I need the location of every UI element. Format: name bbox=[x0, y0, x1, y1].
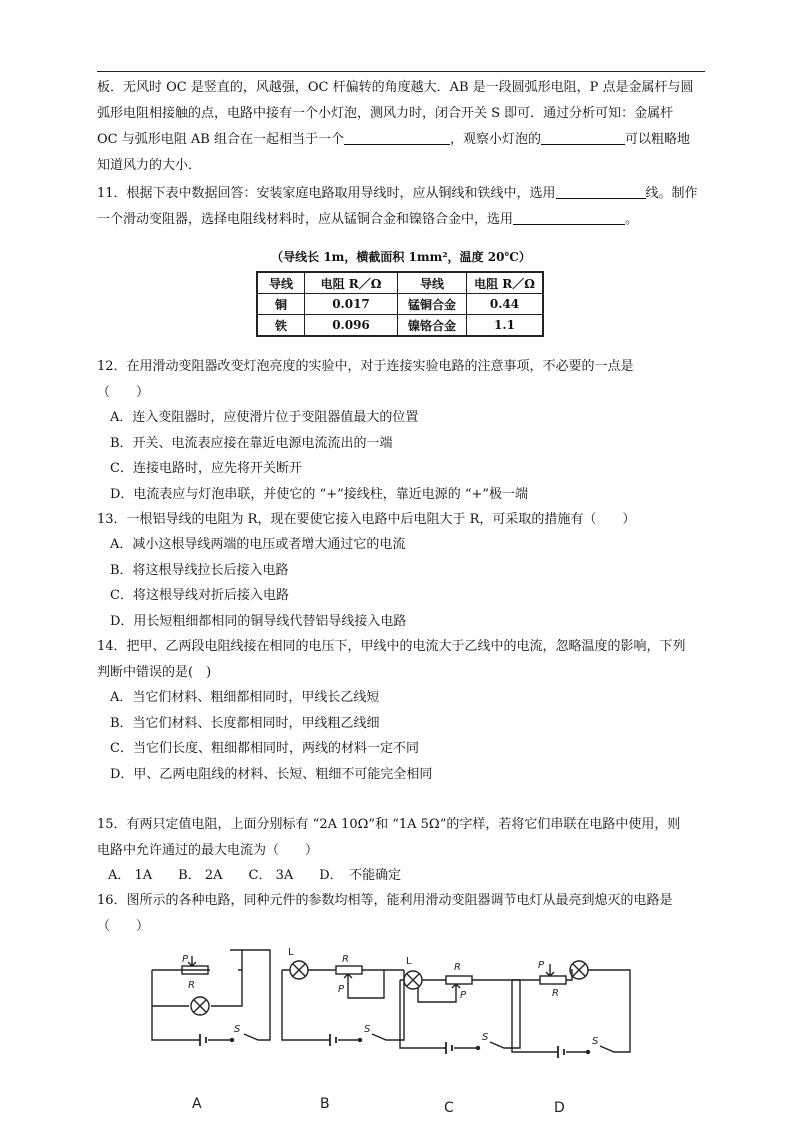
q11-line-2 bbox=[97, 210, 709, 230]
table-cell: 0.096 bbox=[305, 315, 398, 337]
circuit-d[interactable] bbox=[512, 960, 630, 1116]
label-s: S bbox=[482, 1032, 489, 1043]
battery-icon bbox=[446, 1042, 452, 1054]
q13-stem: 13．一根铝导线的电阻为 R，现在要使它接入电路中后电阻大于 R，可采取的措施有（ ） bbox=[97, 512, 636, 527]
q13-option-c[interactable]: C．将这根导线对折后接入电路 bbox=[110, 588, 289, 603]
switch-pivot-icon bbox=[477, 1047, 480, 1050]
label-r: R bbox=[454, 962, 461, 973]
header-rule bbox=[97, 71, 705, 72]
label-r: R bbox=[552, 988, 559, 999]
table-cell: 铜 bbox=[257, 294, 305, 315]
label-r: R bbox=[342, 954, 349, 965]
q15-stem-1: 15．有两只定值电阻，上面分别标有 “2A 10Ω”和 “1A 5Ω”的字样，若将它们串联在电路中使用，则 bbox=[97, 817, 681, 832]
circuit-label-d: D bbox=[554, 1100, 565, 1116]
q14-option-b[interactable]: B．当它们材料、长度都相同时，甲线粗乙线细 bbox=[110, 716, 380, 731]
battery-icon bbox=[558, 1046, 564, 1058]
label-l: L bbox=[406, 956, 412, 967]
q11-text-2: 线。制作 bbox=[645, 186, 698, 201]
q11-text-4: 。 bbox=[625, 212, 639, 227]
label-r: R bbox=[188, 980, 195, 991]
switch-pivot-icon bbox=[587, 1051, 590, 1054]
rheostat-icon bbox=[540, 976, 566, 984]
lamp-cross-icon bbox=[573, 964, 585, 976]
q11-text-1: 11．根据下表中数据回答：安装家庭电路取用导线时，应从铜线和铁线中，选用 bbox=[97, 186, 556, 201]
table-cell: 0.44 bbox=[467, 294, 544, 315]
lamp-cross-icon bbox=[194, 1000, 206, 1012]
table-caption: （导线长 1m，横截面积 1mm²，温度 20℃） bbox=[271, 250, 531, 264]
q12-option-b[interactable]: B．开关、电流表应接在靠近电源电流流出的一端 bbox=[110, 436, 393, 451]
table-cell: 镍铬合金 bbox=[398, 315, 467, 337]
lamp-cross-icon bbox=[407, 974, 419, 986]
table-cell: 锰铜合金 bbox=[398, 294, 467, 315]
q12-option-a[interactable]: A．连入变阻器时，应使滑片位于变阻器值最大的位置 bbox=[110, 410, 419, 425]
table-header-cell: 电阻 R／Ω bbox=[467, 272, 544, 294]
intro-line-1: 板．无风时 OC 是竖直的，风越强，OC 杆偏转的角度越大．AB 是一段圆弧形电阻，P 点是金属杆与圆 bbox=[97, 80, 694, 95]
table-row bbox=[257, 315, 543, 337]
switch-pivot-icon bbox=[359, 1039, 362, 1042]
blank-1[interactable] bbox=[344, 130, 450, 145]
circuit-diagrams bbox=[130, 940, 690, 1120]
label-s: S bbox=[592, 1036, 599, 1047]
circuit-label-b: B bbox=[320, 1096, 330, 1112]
slider-arrow-icon bbox=[546, 964, 554, 976]
label-p: P bbox=[182, 954, 189, 965]
label-l: L bbox=[288, 947, 294, 958]
slider-arrow-icon bbox=[188, 956, 196, 966]
q14-stem-1: 14．把甲、乙两段电阻线接在相同的电压下，甲线中的电流大于乙线中的电流，忽略温度的影响，下列 bbox=[97, 639, 686, 654]
intro-line-3c: 可以粗略地 bbox=[624, 132, 690, 147]
q16-stem-2: （ ） bbox=[97, 919, 150, 934]
intro-line-4: 知道风力的大小． bbox=[97, 158, 202, 173]
table-cell: 1.1 bbox=[467, 315, 544, 337]
circuit-label-a: A bbox=[192, 1096, 202, 1112]
q16-stem-1: 16．图所示的各种电路，同种元件的参数均相等，能利用滑动变阻器调节电灯从最亮到熄灭的电路是 bbox=[97, 893, 673, 908]
q11-blank-2[interactable] bbox=[513, 210, 625, 225]
q13-option-b[interactable]: B．将这根导线拉长后接入电路 bbox=[110, 563, 289, 578]
circuit-b-loop-wire bbox=[282, 970, 404, 1040]
table-cell: 0.017 bbox=[305, 294, 398, 315]
intro-line-3 bbox=[97, 130, 709, 150]
circuit-a-top-wire bbox=[152, 950, 242, 970]
circuit-a-loop-wire bbox=[152, 950, 270, 1040]
intro-line-3a: OC 与弧形电阻 AB 组合在一起相当于一个 bbox=[97, 132, 344, 147]
q12-stem-2: （ ） bbox=[97, 385, 150, 400]
switch-pivot-icon bbox=[231, 1039, 234, 1042]
table-row bbox=[257, 294, 543, 315]
circuit-c[interactable] bbox=[400, 956, 520, 1116]
rheostat-icon bbox=[446, 976, 472, 984]
q14-stem-2: 判断中错误的是( ) bbox=[97, 665, 212, 680]
table-header-cell: 电阻 R／Ω bbox=[305, 272, 398, 294]
circuit-b[interactable] bbox=[282, 947, 404, 1112]
circuit-a[interactable] bbox=[152, 950, 270, 1112]
q15-options[interactable]: A． 1A B． 2A C． 3A D． 不能确定 bbox=[108, 868, 402, 883]
label-s: S bbox=[234, 1024, 241, 1035]
blank-2[interactable] bbox=[541, 130, 625, 145]
circuit-label-c: C bbox=[444, 1100, 454, 1116]
label-s: S bbox=[364, 1024, 371, 1035]
table-header-cell: 导线 bbox=[257, 272, 305, 294]
label-p: P bbox=[460, 990, 467, 1001]
rheostat-icon bbox=[336, 966, 362, 974]
battery-icon bbox=[330, 1034, 336, 1046]
intro-line-2: 弧形电阻相接触的点，电路中接有一个小灯泡，测风力时，闭合开关 S 即可．通过分析可知：金属杆 bbox=[97, 106, 674, 121]
q15-stem-2: 电路中允许通过的最大电流为（ ） bbox=[97, 843, 319, 858]
q13-option-d[interactable]: D．用长短粗细都相同的铜导线代替铝导线接入电路 bbox=[110, 614, 407, 629]
circuit-d-top-wire bbox=[512, 970, 572, 980]
table-cell: 铁 bbox=[257, 315, 305, 337]
intro-line-3b: ，观察小灯泡的 bbox=[449, 132, 541, 147]
label-p: P bbox=[538, 960, 545, 971]
q13-option-a[interactable]: A．减小这根导线两端的电压或者增大通过它的电流 bbox=[110, 537, 406, 552]
table-header-row bbox=[257, 272, 543, 294]
q11-text-3: 一个滑动变阻器，选择电阻线材料时，应从锰铜合金和镍铬合金中，选用 bbox=[97, 212, 514, 227]
q11-line-1 bbox=[97, 184, 709, 204]
q12-option-c[interactable]: C．连接电路时，应先将开关断开 bbox=[110, 461, 302, 476]
battery-icon bbox=[200, 1034, 206, 1046]
slider-arrow-icon bbox=[418, 984, 460, 1002]
q12-option-d[interactable]: D．电流表应与灯泡串联，并使它的 “+”接线柱，靠近电源的 “+”极一端 bbox=[110, 487, 529, 502]
q14-option-a[interactable]: A．当它们材料、粗细都相同时，甲线长乙线短 bbox=[110, 690, 380, 705]
resistance-table bbox=[256, 271, 544, 337]
q14-option-c[interactable]: C．当它们长度、粗细都相同时，两线的材料一定不同 bbox=[110, 741, 419, 756]
q14-option-d[interactable]: D．甲、乙两电阻线的材料、长短、粗细不可能完全相同 bbox=[110, 767, 433, 782]
q11-blank-1[interactable] bbox=[556, 184, 646, 199]
lamp-cross-icon bbox=[293, 964, 305, 976]
table-header-cell: 导线 bbox=[398, 272, 467, 294]
label-p: P bbox=[338, 984, 345, 995]
circuit-d-loop-wire bbox=[512, 970, 630, 1052]
q12-stem-1: 12．在用滑动变阻器改变灯泡亮度的实验中，对于连接实验电路的注意事项，不必要的一点是 bbox=[97, 359, 634, 374]
